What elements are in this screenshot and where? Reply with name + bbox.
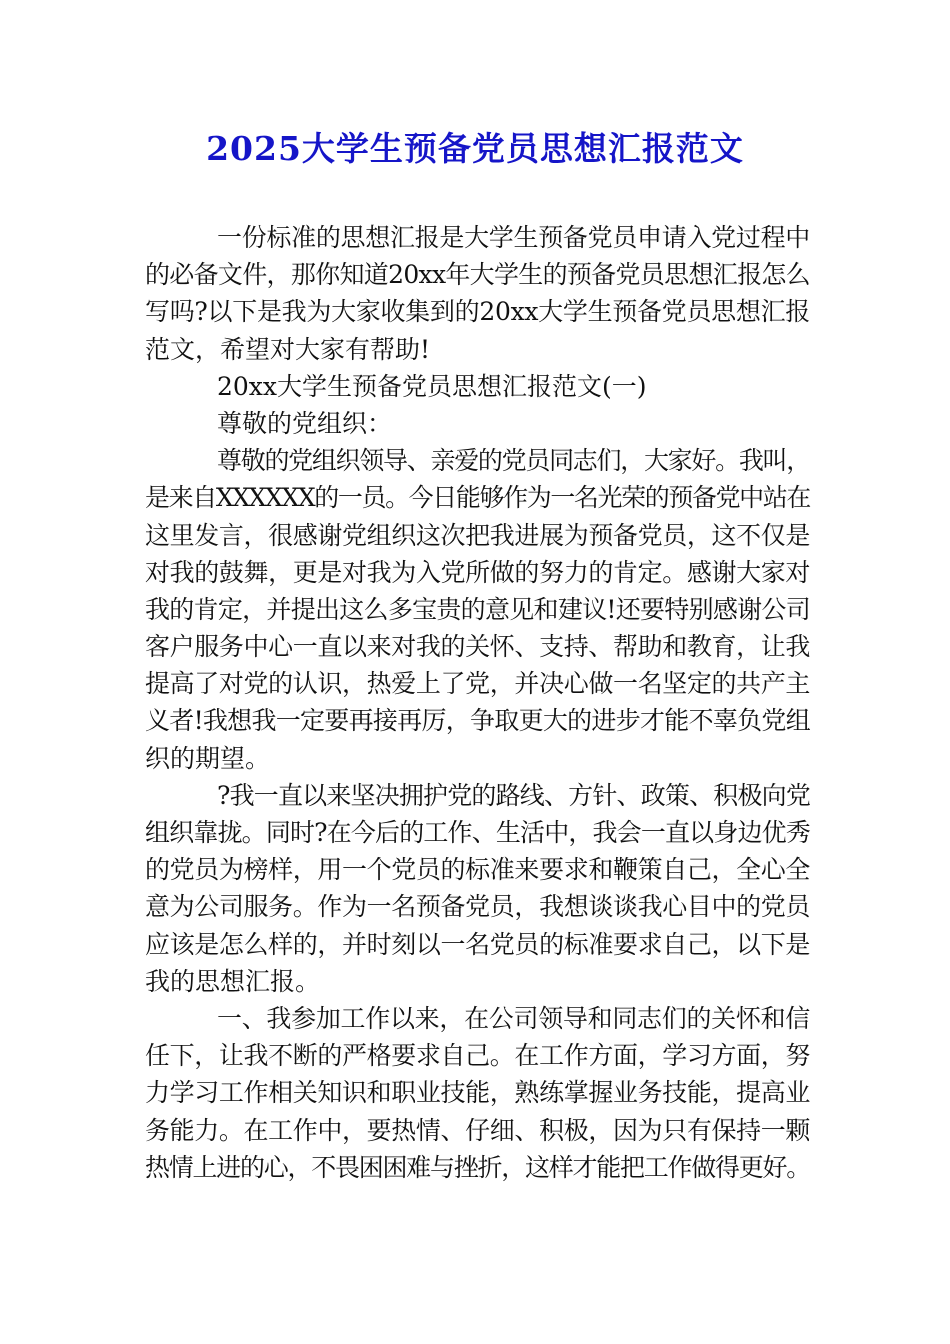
body-text-line: 对我的鼓舞，更是对我为入党所做的努力的肯定。感谢大家对 [145,557,810,587]
body-text-line: 写吗?以下是我为大家收集到的20xx大学生预备党员思想汇报 [145,297,810,327]
body-text-line: 范文，希望对大家有帮助! [145,334,431,364]
body-text-line: 热情上进的心，不畏困困难与挫折，这样才能把工作做得更好。 [145,1152,810,1182]
body-text-line: 组织靠拢。同时?在今后的工作、生活中，我会一直以身边优秀 [145,818,810,847]
body-text-line: 客户服务中心一直以来对我的关怀、支持、帮助和教育，让我 [145,632,810,662]
body-text-line: 的党员为榜样，用一个党员的标准来要求和鞭策自己，全心全 [145,855,810,885]
body-text-line: 尊敬的党组织领导、亲爱的党员同志们，大家好。我叫， [217,446,810,476]
body-text-line: 务能力。在工作中，要热情、仔细、积极，因为只有保持一颗 [145,1115,810,1145]
body-text-line: 我的肯定，并提出这么多宝贵的意见和建议!还要特别感谢公司 [145,594,810,624]
body-text-line: 力学习工作相关知识和职业技能，熟练掌握业务技能，提高业 [145,1078,810,1108]
body-text-line: 这里发言，很感谢党组织这次把我进展为预备党员，这不仅是 [145,520,810,550]
body-text-line: 织的期望。 [145,743,271,773]
document-title: 2025大学生预备党员思想汇报范文 [206,129,744,168]
body-text-line: 任下，让我不断的严格要求自己。在工作方面，学习方面，努 [145,1041,810,1071]
body-text-line: ?我一直以来坚决拥护党的路线、方针、政策、积极向党 [217,780,810,810]
body-text-line: 提高了对党的认识，热爱上了党，并决心做一名坚定的共产主 [145,669,810,699]
body-text-line: 20xx大学生预备党员思想汇报范文(一) [217,371,647,401]
body-text-line: 尊敬的党组织： [217,408,393,438]
body-text-line: 是来自XXXXXX的一员。今日能够作为一名光荣的预备党中站在 [145,483,810,513]
body-text-line: 一、我参加工作以来，在公司领导和同志们的关怀和信 [217,1003,810,1033]
body-text-line: 应该是怎么样的，并时刻以一名党员的标准要求自己，以下是 [145,929,810,959]
document-body [145,219,810,1186]
body-text-line: 我的思想汇报。 [145,966,321,996]
body-text-line: 的必备文件，那你知道20xx年大学生的预备党员思想汇报怎么 [145,260,810,290]
body-text-line: 一份标准的思想汇报是大学生预备党员申请入党过程中 [217,223,810,252]
body-text-line: 意为公司服务。作为一名预备党员，我想谈谈我心目中的党员 [145,892,810,922]
body-text-line: 义者!我想我一定要再接再厉，争取更大的进步才能不辜负党组 [145,706,810,736]
